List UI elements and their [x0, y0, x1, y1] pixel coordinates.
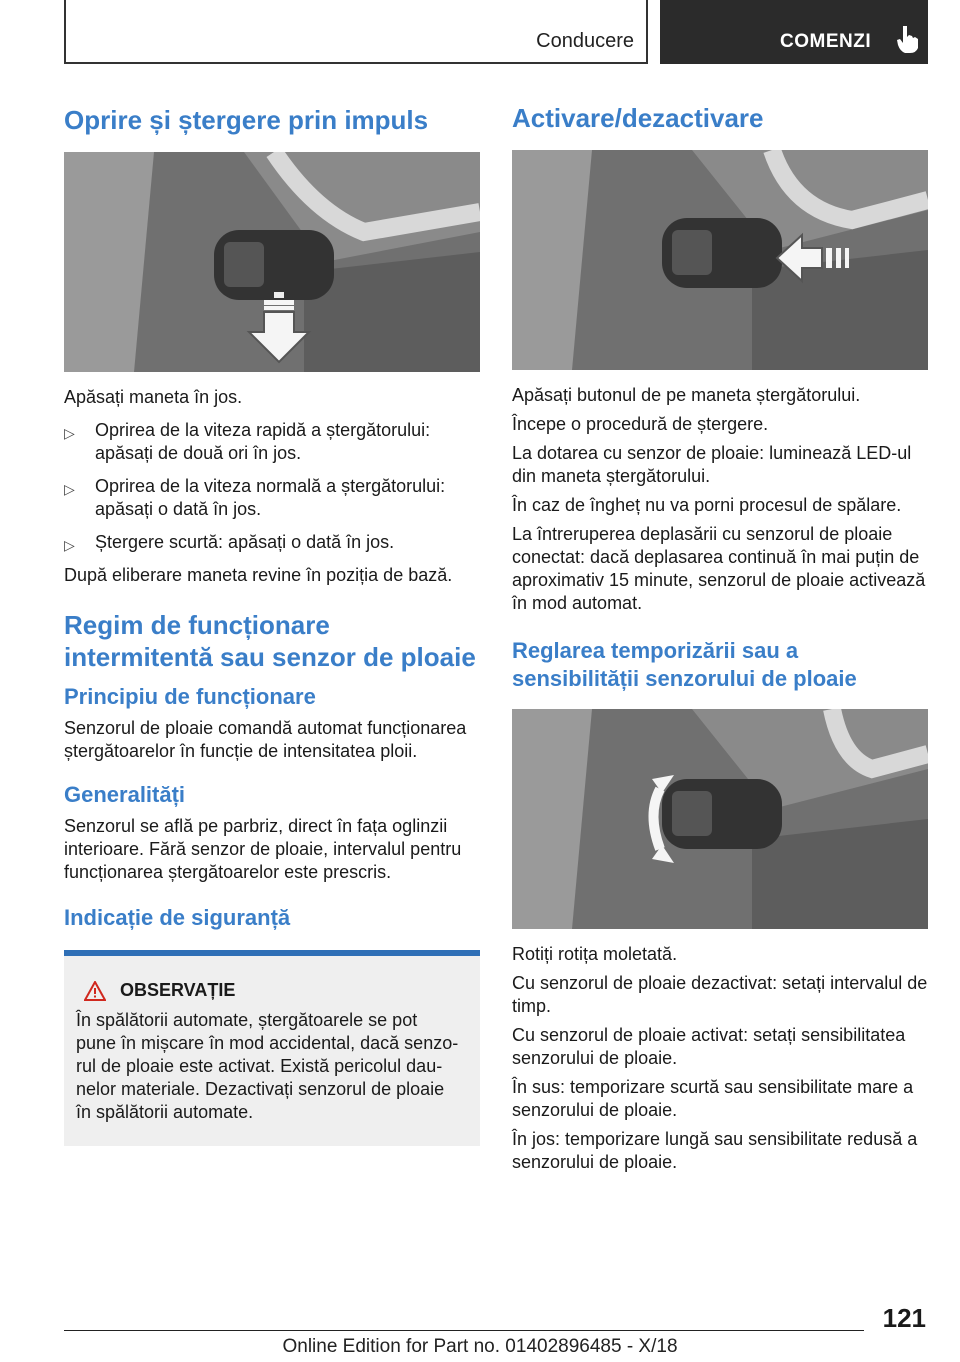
paragraph-activare-2: Începe o procedură de ștergere.: [512, 414, 769, 434]
bullet-triangle-icon: ▷: [64, 537, 75, 553]
left-column: [64, 100, 480, 1146]
list-item-text: Ștergere scurtă: apăsați o dată în jos.: [95, 532, 395, 552]
paragraph-generalitati: Senzorul se află pe parbriz, direct în fața oglinzii interioare. Fără senzor de ploaie, intervalul pentru funcționarea ștergătoarelor este prescris.: [64, 816, 462, 882]
section-heading-reglare: Reglarea temporizării sau a sensibilității senzorului de ploaie: [512, 638, 857, 691]
section-heading-impuls: Oprire și ștergere prin impuls: [64, 105, 429, 135]
bullet-triangle-icon: ▷: [64, 481, 75, 497]
illustration-button-press: [512, 150, 928, 370]
section-heading-regim: Regim de funcționare intermitentă sau senzor de ploaie: [64, 610, 476, 672]
bullet-triangle-icon: ▷: [64, 425, 75, 441]
illustration-thumbwheel: [512, 709, 928, 929]
right-column: [512, 100, 928, 1174]
paragraph-activare-1: Apăsați butonul de pe maneta ștergătorului.: [512, 385, 861, 405]
pointing-hand-icon: [894, 24, 920, 54]
footer-edition: Online Edition for Part no. 01402896485 - X/18: [282, 1336, 678, 1357]
paragraph-reglare-3: Cu senzorul de ploaie activat: setați sensibilitatea senzorului de ploaie.: [512, 1025, 906, 1068]
paragraph-return-position: După eliberare maneta revine în poziția de bază.: [64, 565, 453, 585]
warning-box: [64, 956, 480, 1146]
paragraph-reglare-2: Cu senzorul de ploaie dezactivat: setați intervalul de timp.: [512, 973, 928, 1016]
paragraph-reglare-5: În jos: temporizare lungă sau sensibilitate redusă a senzorului de ploaie.: [512, 1129, 918, 1172]
warning-text: În spălătorii automate, ștergătoarele se pot pune în mișcare în mod accidental, dacă senzorul de ploaie este activat. Există pericolul daunelor materiale. Dezactivați senzorul de ploaie în spălătorii automate.: [76, 1010, 459, 1122]
paragraph-principiu: Senzorul de ploaie comandă automat funcționarea ștergătoarelor în funcție de intensitatea ploii.: [64, 718, 467, 761]
subheading-principiu: Principiu de funcționare: [64, 684, 316, 709]
list-item: [64, 475, 480, 521]
list-item: [64, 419, 480, 465]
warning-title: OBSERVAȚIE: [120, 980, 236, 1000]
paragraph-activare-4: În caz de îngheț nu va porni procesul de spălare.: [512, 495, 902, 515]
paragraph-activare-5: La întreruperea deplasării cu senzorul de ploaie conectat: dacă deplasarea continuă în mai puțin de aproximativ 15 minute, senzorul de ploaie activează în mod automat.: [512, 524, 926, 613]
bullet-list: [64, 419, 480, 554]
list-item: [64, 531, 480, 554]
illustration-lever-down: [64, 152, 480, 372]
chapter-tab-label: COMENZI: [780, 31, 872, 52]
paragraph-reglare-1: Rotiți rotița moletată.: [512, 944, 678, 964]
paragraph-activare-3: La dotarea cu senzor de ploaie: luminează LED-ul din maneta ștergătorului.: [512, 443, 912, 486]
paragraph-reglare-4: În sus: temporizare scurtă sau sensibilitate mare a senzorului de ploaie.: [512, 1077, 914, 1120]
list-item-text: Oprirea de la viteza rapidă a ștergătorului: apăsați de două ori în jos.: [95, 420, 431, 463]
footer-divider: [64, 1330, 864, 1331]
caption-lever-down: Apăsați maneta în jos.: [64, 387, 243, 407]
list-item-text: Oprirea de la viteza normală a ștergătorului: apăsați o dată în jos.: [95, 476, 446, 519]
section-title: Conducere: [536, 30, 634, 52]
warning-triangle-icon: [84, 981, 106, 1001]
section-heading-activare: Activare/dezactivare: [512, 103, 764, 133]
page-number: 121: [882, 1303, 926, 1333]
chapter-tab[interactable]: [660, 0, 928, 64]
subheading-indicatie: Indicație de siguranță: [64, 905, 291, 930]
subheading-generalitati: Generalități: [64, 782, 186, 807]
